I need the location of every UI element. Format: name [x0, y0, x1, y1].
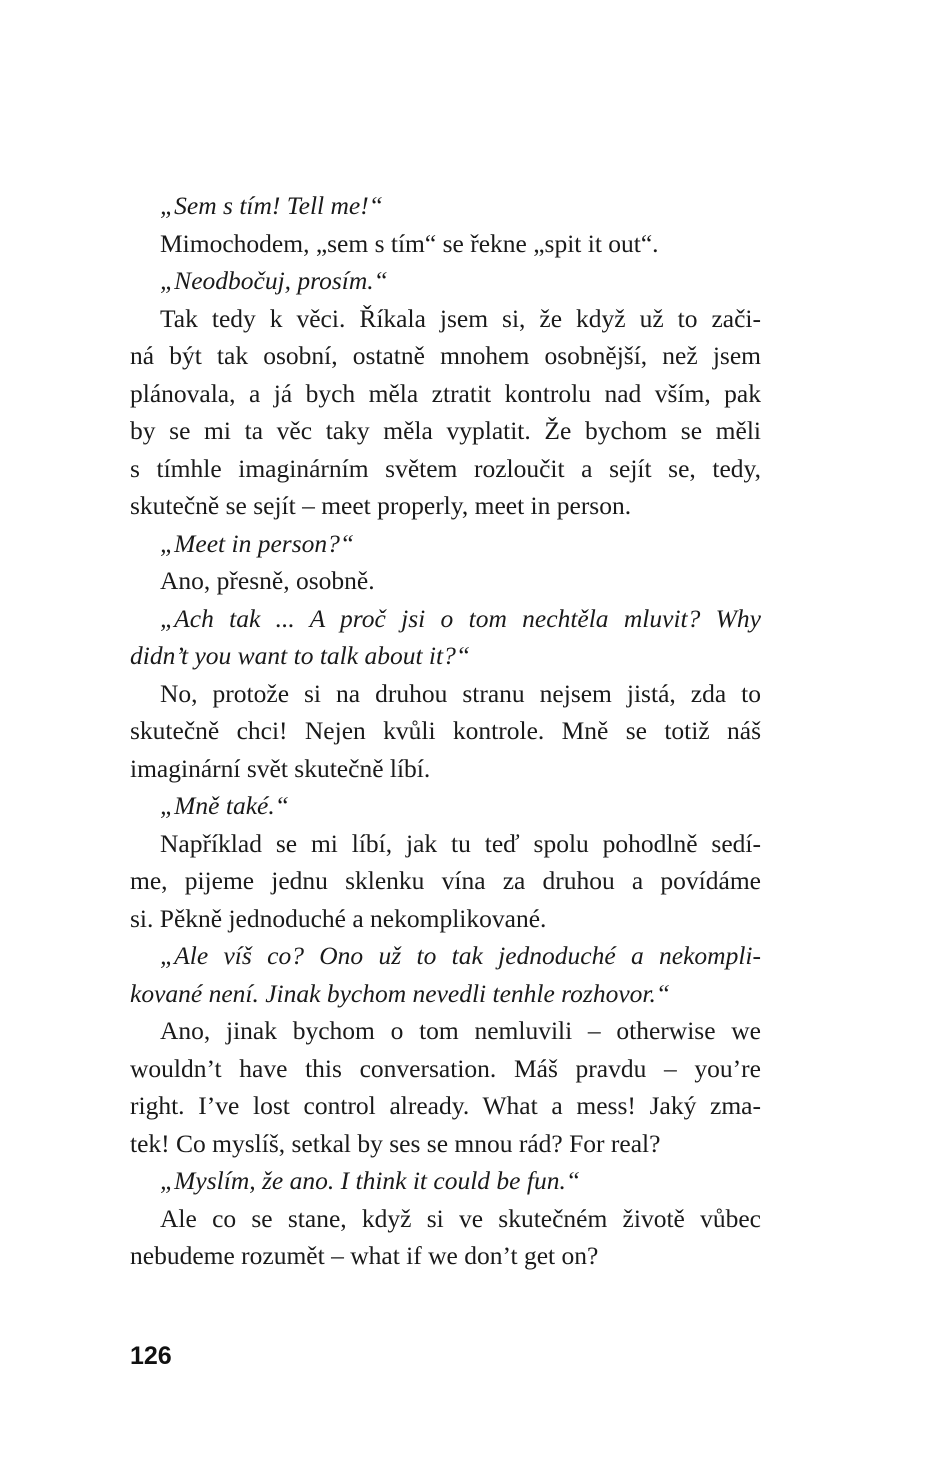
- text-line: Ano, přesně, osobně.: [160, 566, 375, 595]
- text-line: „Mně také.“: [160, 791, 289, 820]
- text-line: Například se mi líbí, jak tu teď spolu pohodlně sedí-: [160, 828, 761, 858]
- text-line: Ano, jinak bychom o tom nemluvili – otherwise we: [160, 1016, 761, 1045]
- body-text: [130, 187, 761, 1275]
- narrative-paragraph: [130, 1012, 761, 1162]
- narrative-paragraph: [130, 675, 761, 788]
- text-line: „Sem s tím! Tell me!“: [160, 191, 383, 220]
- page-number: 126: [130, 1342, 172, 1370]
- text-line: si. Pěkně jednoduché a nekomplikované.: [130, 903, 547, 933]
- text-line: skutečně chci! Nejen kvůli kontrole. Mně se totiž náš: [130, 716, 761, 745]
- text-line: Ale co se stane, když si ve skutečném životě vůbec: [160, 1203, 761, 1233]
- text-line: „Ach tak ... A proč jsi o tom nechtěla mluvit? Why: [160, 603, 761, 633]
- narrative-paragraph: [130, 562, 761, 600]
- text-line: Tak tedy k věci. Říkala jsem si, že když už to zači-: [160, 303, 761, 333]
- text-line: by se mi ta věc taky měla vyplatit. Že bychom se měli: [130, 416, 761, 445]
- dialogue-paragraph: [130, 525, 761, 563]
- narrative-paragraph: [130, 225, 761, 263]
- text-line: „Meet in person?“: [160, 528, 355, 558]
- text-line: me, pijeme jednu sklenku vína za druhou a povídáme: [130, 866, 761, 895]
- text-line: No, protože si na druhou stranu nejsem jistá, zda to: [160, 678, 761, 708]
- dialogue-paragraph: [130, 262, 761, 300]
- narrative-paragraph: [130, 1200, 761, 1275]
- text-line: right. I’ve lost control already. What a mess! Jaký zma-: [130, 1091, 761, 1120]
- text-line: wouldn’t have this conversation. Máš pravdu – you’re: [130, 1053, 761, 1083]
- text-line: nebudeme rozumět – what if we don’t get on?: [130, 1241, 599, 1270]
- text-line: ná být tak osobní, ostatně mnohem osobnější, než jsem: [130, 341, 761, 370]
- dialogue-paragraph: [130, 1162, 761, 1200]
- dialogue-paragraph: [130, 187, 761, 225]
- text-line: „Ale víš co? Ono už to tak jednoduché a nekompli-: [160, 941, 761, 970]
- text-line: kované není. Jinak bychom nevedli tenhle rozhovor.“: [130, 978, 671, 1008]
- text-line: didn’t you want to talk about it?“: [130, 641, 471, 670]
- text-line: „Neodbočuj, prosím.“: [160, 266, 388, 295]
- narrative-paragraph: [130, 300, 761, 525]
- text-line: Mimochodem, „sem s tím“ se řekne „spit it out“.: [160, 228, 659, 258]
- dialogue-paragraph: [130, 600, 761, 675]
- text-line: tek! Co myslíš, setkal by ses se mnou rád? For real?: [130, 1128, 661, 1158]
- text-line: plánovala, a já bych měla ztratit kontrolu nad vším, pak: [130, 378, 761, 408]
- text-line: s tímhle imaginárním světem rozloučit a sejít se, tedy,: [130, 453, 761, 483]
- text-line: „Myslím, že ano. I think it could be fun.“: [160, 1166, 581, 1195]
- narrative-paragraph: [130, 825, 761, 938]
- text-line: imaginární svět skutečně líbí.: [130, 753, 431, 783]
- text-line: skutečně se sejít – meet properly, meet in person.: [130, 491, 632, 520]
- dialogue-paragraph: [130, 787, 761, 825]
- dialogue-paragraph: [130, 937, 761, 1012]
